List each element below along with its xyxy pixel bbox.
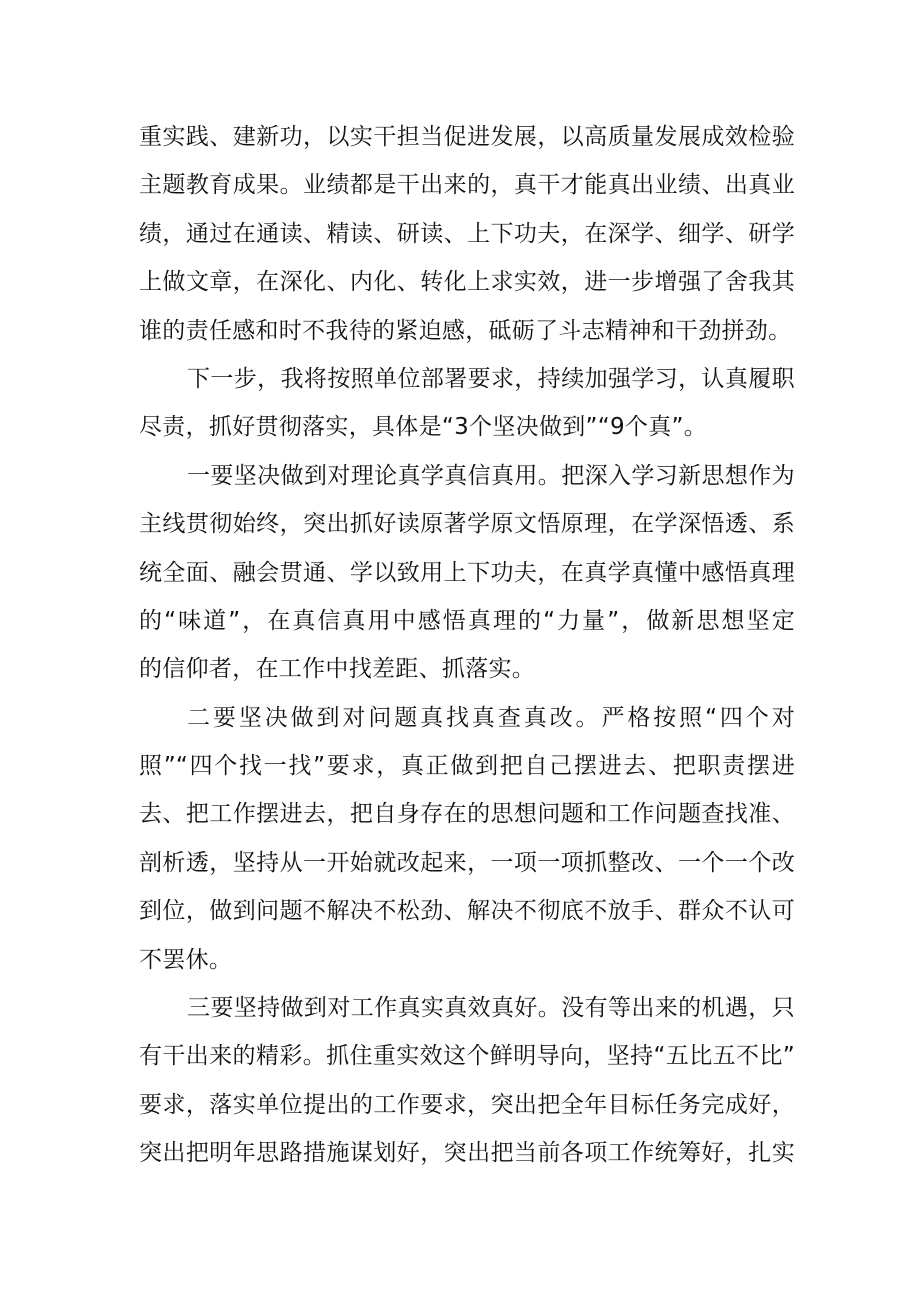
text-line: 主线贯彻始终，突出抓好读原著学原文悟原理，在学深悟透、系 xyxy=(139,511,795,538)
text-line: 要求，落实单位提出的工作要求，突出把全年目标任务完成好， xyxy=(139,1091,795,1118)
text-line: 去、把工作摆进去，把自身存在的思想问题和工作问题查找准、 xyxy=(139,801,795,828)
text-line: 的信仰者，在工作中找差距、抓落实。 xyxy=(139,656,536,683)
text-line: 重实践、建新功，以实干担当促进发展，以高质量发展成效检验 xyxy=(139,124,795,150)
text-line: 的“味道”，在真信真用中感悟真理的“力量”，做新思想坚定 xyxy=(139,607,795,634)
text-line: 有干出来的精彩。抓住重实效这个鲜明导向，坚持“五比五不比” xyxy=(139,1043,795,1070)
paragraph-first-line: 下一步，我将按照单位部署要求，持续加强学习，认真履职 xyxy=(187,365,795,392)
text-line: 不罢休。 xyxy=(139,946,233,973)
paragraph-first-line: 二要坚决做到对问题真找真查真改。严格按照“四个对 xyxy=(187,704,795,731)
text-line: 主题教育成果。业绩都是干出来的，真干才能真出业绩、出真业 xyxy=(139,172,795,199)
paragraph-first-line: 三要坚持做到对工作真实真效真好。没有等出来的机遇，只 xyxy=(187,995,795,1022)
text-line: 剖析透，坚持从一开始就改起来，一项一项抓整改、一个一个改 xyxy=(139,849,795,876)
text-line: 照”“四个找一找”要求，真正做到把自己摆进去、把职责摆进 xyxy=(139,753,795,780)
text-line: 统全面、融会贯通、学以致用上下功夫，在真学真懂中感悟真理 xyxy=(139,559,795,586)
text-line: 上做文章，在深化、内化、转化上求实效，进一步增强了舍我其 xyxy=(139,269,795,296)
text-line: 尽责，抓好贯彻落实，具体是“3个坚决做到”“9个真”。 xyxy=(139,414,708,441)
text-line: 突出把明年思路措施谋划好，突出把当前各项工作统筹好，扎实 xyxy=(139,1140,795,1167)
document-body xyxy=(139,113,795,1178)
text-line: 到位，做到问题不解决不松劲、解决不彻底不放手、群众不认可 xyxy=(139,898,795,925)
paragraph-first-line: 一要坚决做到对理论真学真信真用。把深入学习新思想作为 xyxy=(187,462,795,489)
text-line: 谁的责任感和时不我待的紧迫感，砥砺了斗志精神和干劲拼劲。 xyxy=(139,317,792,344)
text-line: 绩，通过在通读、精读、研读、上下功夫，在深学、细学、研学 xyxy=(139,220,795,247)
